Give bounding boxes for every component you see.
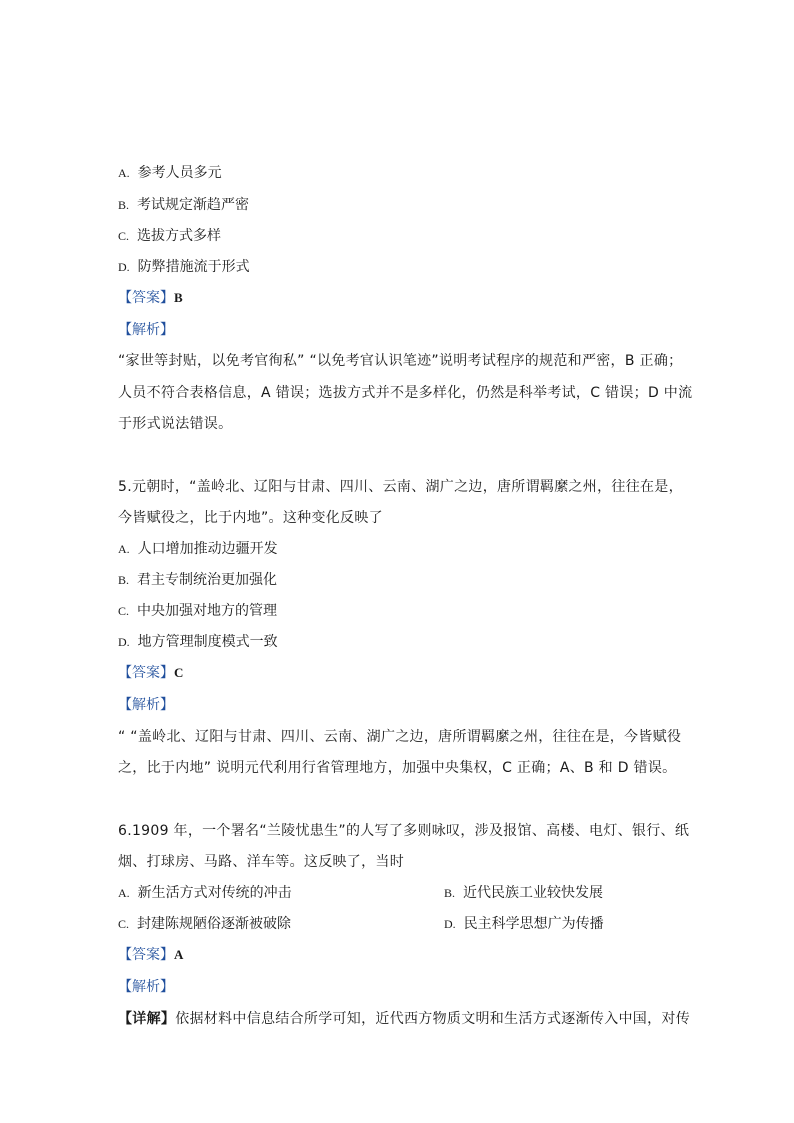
q6-stem-line-1: 6.1909 年，一个署名“兰陵忧患生”的人写了多则咏叹，涉及报馆、高楼、电灯、银行、纸 xyxy=(118,823,690,839)
option-text: 选拔方式多样 xyxy=(137,228,222,244)
option-letter: C. xyxy=(118,229,130,243)
option-letter: C. xyxy=(118,604,130,618)
q6-option-d xyxy=(444,914,604,934)
option-text: 封建陈规陋俗逐渐被破除 xyxy=(137,916,292,932)
option-letter: A. xyxy=(118,166,130,180)
q5-option-d xyxy=(118,632,278,652)
option-letter: D. xyxy=(444,917,456,931)
q5-analysis-line-1: “ “盖岭北、辽阳与甘肃、四川、云南、湖广之边，唐所谓羁縻之州，往往在是，今皆赋役 xyxy=(118,729,682,745)
q5-option-c xyxy=(118,601,277,621)
option-letter: B. xyxy=(118,198,130,212)
option-text: 中央加强对地方的管理 xyxy=(137,603,278,619)
q5-stem-line-2: 今皆赋役之，比于内地”。这种变化反映了 xyxy=(118,510,383,526)
option-text: 参考人员多元 xyxy=(137,165,222,181)
option-text: 民主科学思想广为传播 xyxy=(463,916,604,932)
answer-value: C xyxy=(174,665,184,680)
option-text: 地方管理制度模式一致 xyxy=(137,634,278,650)
option-text: 防弊措施流于形式 xyxy=(137,259,250,275)
q4-analysis-line-1: “家世等封贴，以免考官徇私” “以免考官认识笔迹”说明考试程序的规范和严密，B 正确； xyxy=(118,353,683,369)
q5-analysis-label: 【解析】 xyxy=(118,697,174,713)
option-letter: B. xyxy=(444,886,456,900)
q4-analysis-line-2: 人员不符合表格信息，A 错误；选拔方式并不是多样化，仍然是科举考试，C 错误；D 中流 xyxy=(118,385,693,401)
q6-analysis-label: 【解析】 xyxy=(118,979,174,995)
option-letter: D. xyxy=(118,260,130,274)
option-letter: A. xyxy=(118,542,130,556)
option-letter: A. xyxy=(118,886,130,900)
q4-answer xyxy=(118,288,183,308)
answer-value: B xyxy=(174,290,183,305)
q5-option-b xyxy=(118,570,277,590)
option-text: 考试规定渐趋严密 xyxy=(137,197,250,213)
q4-option-b xyxy=(118,195,249,215)
q6-stem-line-2: 烟、打球房、马路、洋车等。这反映了，当时 xyxy=(118,854,404,870)
option-letter: D. xyxy=(118,635,130,649)
option-text: 新生活方式对传统的冲击 xyxy=(137,885,292,901)
answer-label: 【答案】 xyxy=(118,665,174,681)
q6-option-a xyxy=(118,883,292,903)
answer-value: A xyxy=(174,947,184,962)
q6-option-c xyxy=(118,914,291,934)
q4-option-a xyxy=(118,163,222,183)
answer-label: 【答案】 xyxy=(118,947,174,963)
q5-option-a xyxy=(118,539,278,559)
detail-label: 【详解】 xyxy=(118,1011,176,1027)
answer-label: 【答案】 xyxy=(118,290,174,306)
q6-detail xyxy=(118,1009,690,1029)
detail-text: 依据材料中信息结合所学可知，近代西方物质文明和生活方式逐渐传入中国，对传 xyxy=(175,1011,691,1027)
q5-answer xyxy=(118,663,183,683)
q4-analysis-label: 【解析】 xyxy=(118,322,174,338)
q4-option-d xyxy=(118,257,250,277)
q6-answer xyxy=(118,945,183,965)
option-text: 近代民族工业较快发展 xyxy=(463,885,604,901)
q5-stem-line-1: 5.元朝时，“盖岭北、辽阳与甘肃、四川、云南、湖广之边，唐所谓羁縻之州，往往在是， xyxy=(118,479,683,495)
q4-option-c xyxy=(118,226,221,246)
option-letter: C. xyxy=(118,917,130,931)
option-text: 君主专制统治更加强化 xyxy=(137,572,278,588)
q6-option-b xyxy=(444,883,603,903)
q4-analysis-line-3: 于形式说法错误。 xyxy=(118,416,233,432)
option-letter: B. xyxy=(118,573,130,587)
option-text: 人口增加推动边疆开发 xyxy=(137,541,278,557)
q5-analysis-line-2: 之，比于内地” 说明元代利用行省管理地方，加强中央集权，C 正确；A、B 和 D 错误。 xyxy=(118,760,677,776)
